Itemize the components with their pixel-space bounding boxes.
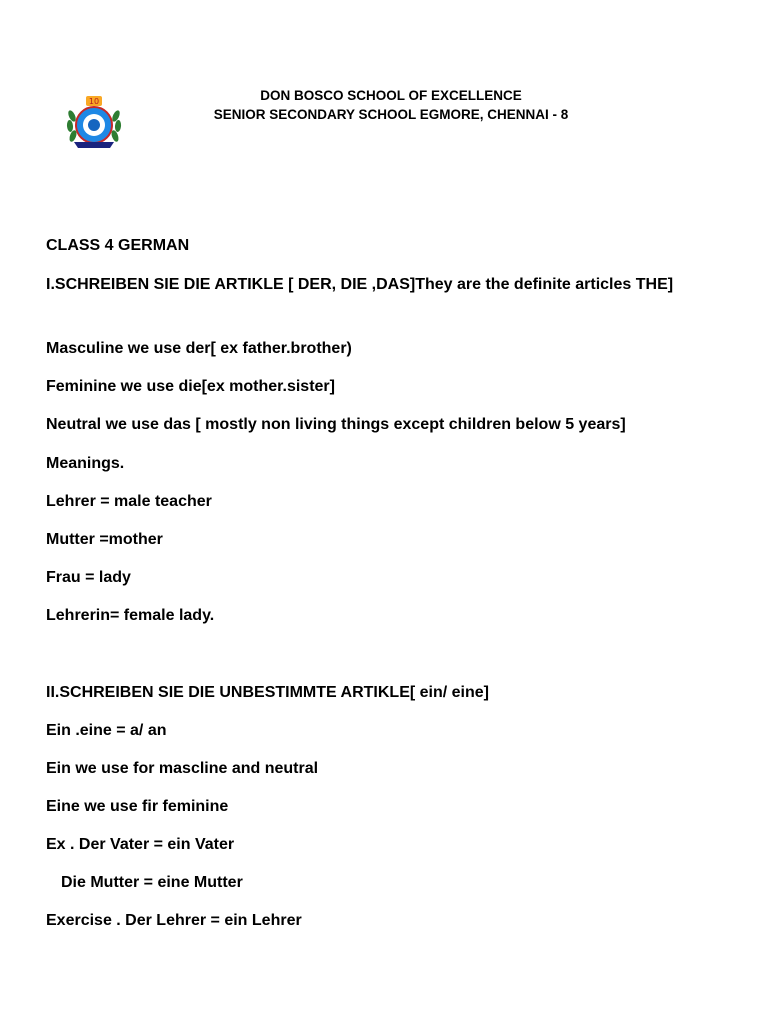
neutral-rule: Neutral we use das [ mostly non living things except children below 5 years] — [46, 416, 626, 433]
meaning-frau: Frau = lady — [46, 569, 131, 586]
meaning-lehrer: Lehrer = male teacher — [46, 493, 212, 510]
class-title: CLASS 4 GERMAN — [46, 237, 190, 254]
school-heading — [0, 86, 768, 124]
eine-rule: Eine we use fir feminine — [46, 798, 229, 815]
feminine-rule: Feminine we use die[ex mother.sister] — [46, 378, 335, 395]
meanings-heading: Meanings. — [46, 455, 125, 472]
svg-text:10: 10 — [88, 97, 100, 106]
example-vater: Ex . Der Vater = ein Vater — [46, 836, 235, 853]
meaning-lehrerin: Lehrerin= female lady. — [46, 607, 215, 624]
section-1-heading: I.SCHREIBEN SIE DIE ARTIKLE [ DER, DIE ,DAS]They are the definite articles THE] — [46, 276, 674, 293]
masculine-rule: Masculine we use der[ ex father.brother) — [46, 340, 352, 357]
indefinite-meaning: Ein .eine = a/ an — [46, 722, 167, 739]
ein-rule: Ein we use for mascline and neutral — [46, 760, 319, 777]
school-name: DON BOSCO SCHOOL OF EXCELLENCE — [260, 88, 522, 103]
section-2-heading: II.SCHREIBEN SIE DIE UNBESTIMMTE ARTIKLE[ ein/ eine] — [46, 684, 489, 701]
example-mutter: Die Mutter = eine Mutter — [61, 874, 243, 891]
meaning-mutter: Mutter =mother — [46, 531, 163, 548]
school-subtitle: SENIOR SECONDARY SCHOOL EGMORE, CHENNAI - 8 — [213, 107, 569, 122]
exercise-lehrer: Exercise . Der Lehrer = ein Lehrer — [46, 912, 302, 929]
